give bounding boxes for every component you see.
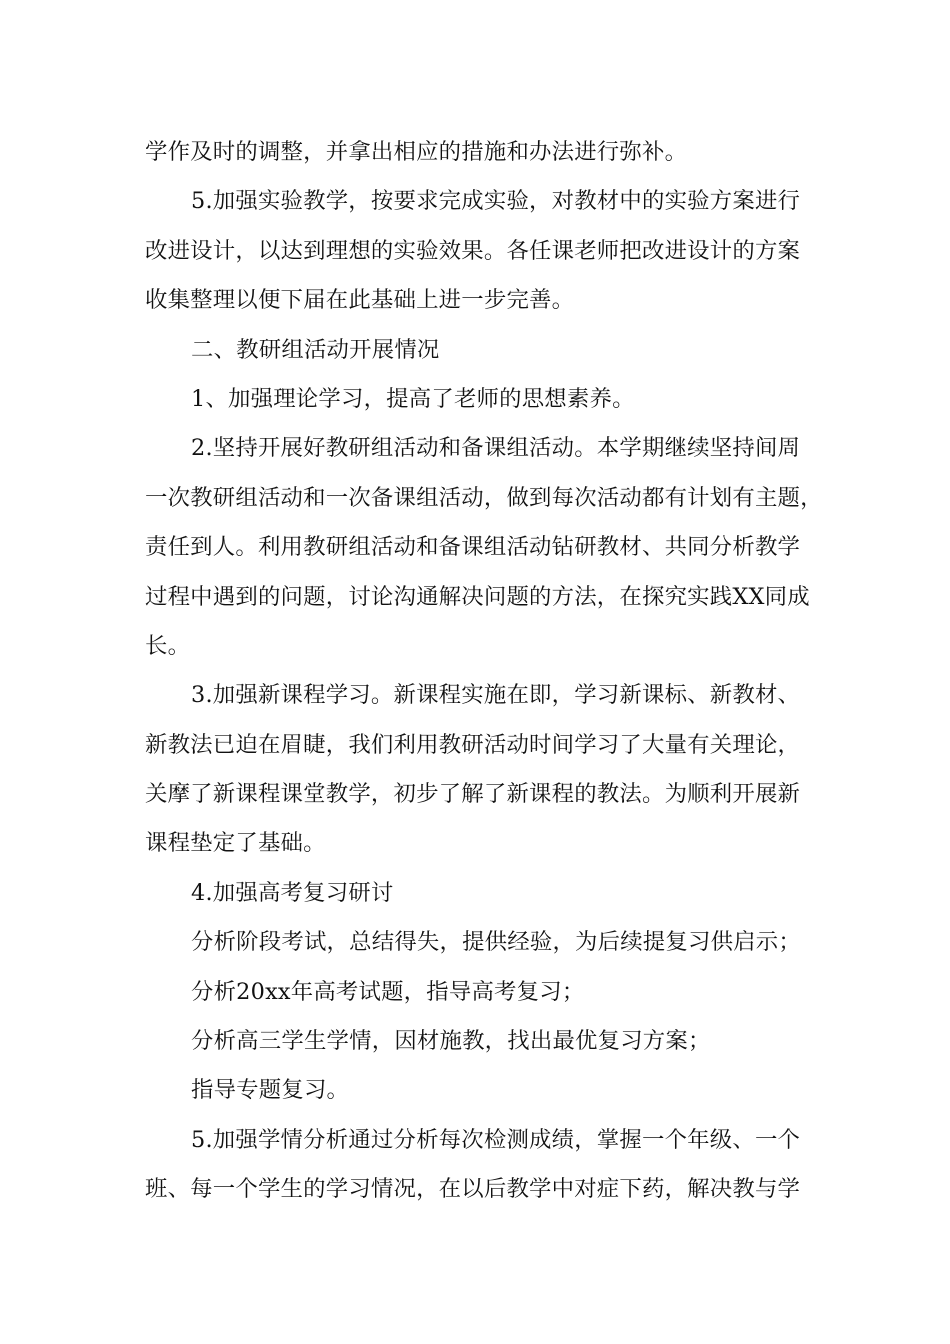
text-line: 指导专题复习。 [191, 1077, 350, 1104]
text-line: 长。 [145, 632, 191, 659]
text-line: 3.加强新课程学习。新课程实施在即，学习新课标、新教材、 [191, 682, 801, 709]
text-line: 5.加强实验教学，按要求完成实验，对教材中的实验方案进行 [191, 188, 801, 215]
text-line: 责任到人。利用教研组活动和备课组活动钻研教材、共同分析教学 [145, 534, 801, 561]
section-heading: 二、教研组活动开展情况 [191, 336, 440, 363]
text-line: 5.加强学情分析通过分析每次检测成绩，掌握一个年级、一个 [191, 1126, 801, 1153]
text-line: 新教法已迫在眉睫，我们利用教研活动时间学习了大量有关理论， [145, 731, 801, 758]
text-line: 学作及时的调整，并拿出相应的措施和办法进行弥补。 [145, 139, 688, 165]
text-line: 分析20xx年高考试题，指导高考复习； [191, 978, 585, 1005]
text-line: 分析高三学生学情，因材施教，找出最优复习方案； [191, 1028, 711, 1055]
text-line: 课程垫定了基础。 [145, 830, 326, 857]
text-line: 收集整理以便下届在此基础上进一步完善。 [145, 287, 575, 314]
text-line: 4.加强高考复习研讨 [191, 879, 394, 906]
text-line: 关摩了新课程课堂教学，初步了解了新课程的教法。为顺利开展新 [145, 781, 801, 808]
document-body [145, 128, 845, 1215]
text-line: 班、每一个学生的学习情况，在以后教学中对症下药，解决教与学 [145, 1176, 801, 1203]
text-line: 1、加强理论学习，提高了老师的思想素养。 [191, 385, 635, 412]
text-line: 一次教研组活动和一次备课组活动，做到每次活动都有计划有主题， [145, 484, 823, 511]
text-line: 2.坚持开展好教研组活动和备课组活动。本学期继续坚持间周 [191, 435, 801, 462]
text-line: 过程中遇到的问题，讨论沟通解决问题的方法，在探究实践XX同成 [145, 583, 810, 610]
text-line: 改进设计，以达到理想的实验效果。各任课老师把改进设计的方案 [145, 237, 801, 264]
text-line: 分析阶段考试，总结得失，提供经验，为后续提复习供启示； [191, 929, 801, 956]
